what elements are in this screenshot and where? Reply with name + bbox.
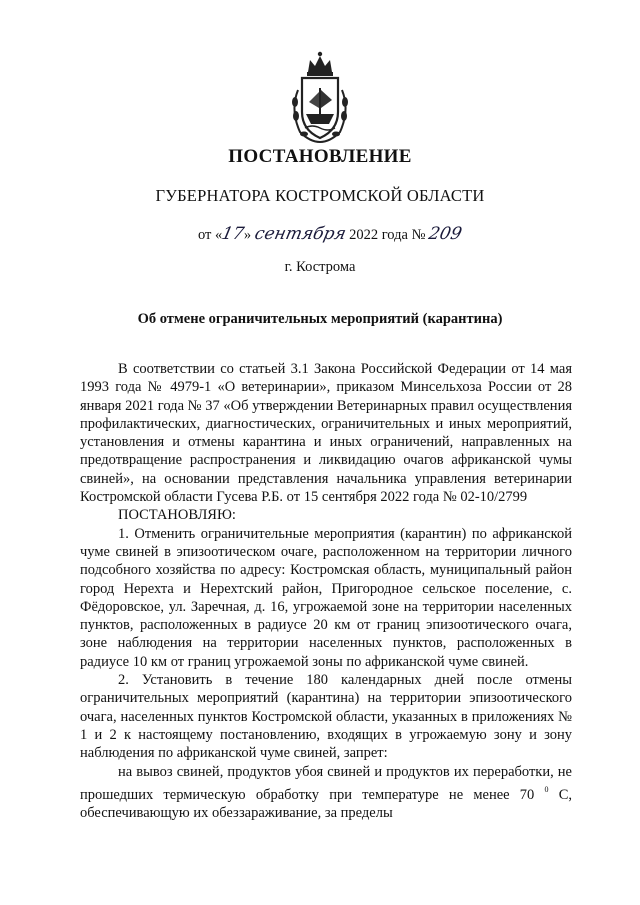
item-2-paragraph: 2. Установить в течение 180 календарных дней после отмены ограничительных мероприятий (карантина) на территории эпизоотического очага, населенных пунктов Костромской области, указанных в приложениях № 1 и 2 к настоящему постановлению, входящих в угрожаемую зону и зону наблюдения по африканской чуме свиней, запрет:	[80, 672, 572, 762]
handwritten-month: сентября	[252, 224, 348, 244]
degree-superscript: 0	[544, 784, 549, 794]
document-type-heading: ПОСТАНОВЛЕНИЕ	[228, 146, 412, 167]
document-subject: Об отмене ограничительных мероприятий (карантина)	[137, 311, 503, 327]
city-line: г. Кострома	[284, 259, 356, 275]
coat-of-arms-emblem	[288, 50, 352, 146]
document-body	[80, 360, 572, 822]
date-mid: »	[243, 227, 252, 243]
item-2a-text-before: на вывоз свиней, продуктов убоя свиней и продуктов их переработки, не прошедших термическую обработку при температуре не менее 70	[80, 763, 572, 803]
date-prefix: от «	[198, 227, 223, 243]
item-2a-text-after: С, обеспечивающую их обеззараживание, за пределы	[80, 786, 573, 822]
handwritten-number: 209	[426, 224, 464, 244]
item-2a-paragraph	[80, 763, 572, 823]
item-1-paragraph: 1. Отменить ограничительные мероприятия (карантин) по африканской чуме свиней в эпизоотическом очаге, расположенном на территории личного подсобного хозяйства по адресу: Костромская область, муниципальный район город Нерехта и Нерехтский район, Пригородное сельское поселение, с. Фёдоровское, ул. Заречная, д. 16, угрожаемой зоне на территории населенных пунктов, расположенных в радиусе 20 км от границ эпизоотического очага, зоне наблюдения на территории населенных пунктов, расположенных в радиусе 10 км от границ угрожаемой зоны по африканской чуме свиней.	[80, 525, 572, 670]
decree-word: ПОСТАНОВЛЯЮ:	[118, 507, 236, 524]
date-year: 2022 года №	[345, 227, 430, 243]
handwritten-day: 17	[220, 224, 247, 244]
preamble-paragraph: В соответствии со статьей 3.1 Закона Российской Федерации от 14 мая 1993 года № 4979-1 «О ветеринарии», приказом Минсельхоза России от 28 января 2021 года № 37 «Об утверждении Ветеринарных правил осуществления профилактических, диагностических, ограничительных и иных мероприятий, установления и отмены карантина и иных ограничений, направленных на предотвращение распространения и ликвидацию очагов африканской чумы свиней», на основании представления начальника управления ветеринарии Костромской области Гусева Р.Б. от 15 сентября 2022 года № 02-10/2799	[80, 361, 572, 506]
issuer-heading: ГУБЕРНАТОРА КОСТРОМСКОЙ ОБЛАСТИ	[155, 186, 485, 205]
document-date-line	[198, 224, 462, 244]
